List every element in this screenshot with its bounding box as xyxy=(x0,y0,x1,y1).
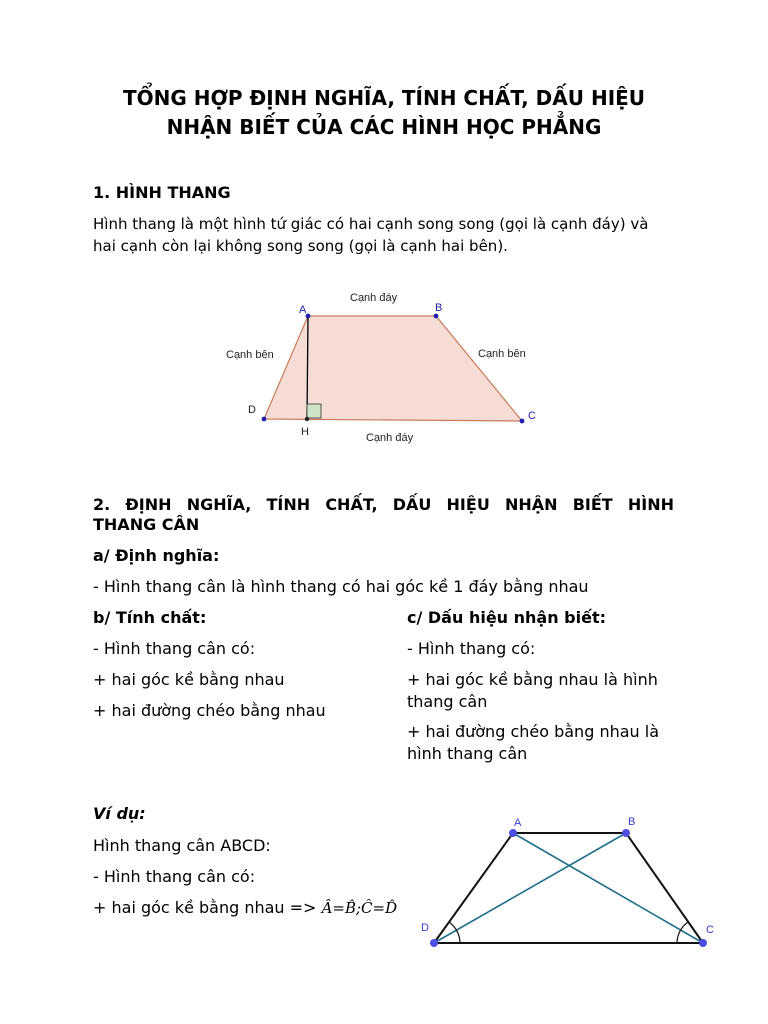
section1-para-line2: hai cạnh còn lại không song song (gọi là cạnh hai bên). xyxy=(93,237,508,255)
properties-title: b/ Tính chất: xyxy=(93,608,207,627)
properties-item-3: + hai đường chéo bằng nhau xyxy=(93,701,326,720)
section1-heading: 1. HÌNH THANG xyxy=(93,183,231,202)
label-D2: D xyxy=(421,922,429,934)
signs-intro: - Hình thang có: xyxy=(407,639,536,658)
page-title-line1: TỔNG HỢP ĐỊNH NGHĨA, TÍNH CHẤT, DẤU HIỆU xyxy=(122,86,646,110)
example-line2: - Hình thang cân có: xyxy=(93,867,256,886)
label-C2: C xyxy=(706,924,714,936)
example-line3-text: + hai góc kề bằng nhau => xyxy=(93,898,317,917)
label-top-base: Cạnh đáy xyxy=(350,292,398,304)
angle-arc-D xyxy=(449,922,460,943)
properties-item-2: + hai góc kề bằng nhau xyxy=(93,670,285,689)
diagonal-AC xyxy=(513,833,703,943)
label-D: D xyxy=(248,404,256,416)
label-B2: B xyxy=(628,816,636,828)
point-D2 xyxy=(430,939,438,947)
definition-text: - Hình thang cân là hình thang có hai góc kề 1 đáy bằng nhau xyxy=(93,577,589,596)
definition-title: a/ Định nghĩa: xyxy=(93,546,220,565)
label-A: A xyxy=(299,304,307,316)
section2-heading-line2: THANG CÂN xyxy=(93,515,200,534)
signs-title: c/ Dấu hiệu nhận biết: xyxy=(407,608,606,627)
point-A2 xyxy=(509,829,517,837)
label-left-side: Cạnh bên xyxy=(226,349,274,361)
label-right-side: Cạnh bên xyxy=(478,348,526,360)
label-B: B xyxy=(435,302,443,314)
example-line1: Hình thang cân ABCD: xyxy=(93,836,271,855)
label-H: H xyxy=(301,426,309,438)
label-C: C xyxy=(528,410,536,422)
point-B2 xyxy=(622,829,630,837)
signs-item-1-line1: + hai góc kề bằng nhau là hình xyxy=(407,670,658,689)
signs-item-2-line2: hình thang cân xyxy=(407,744,528,763)
label-A2: A xyxy=(514,817,522,829)
diagonal-BD xyxy=(434,833,626,943)
page-title-line2: NHẬN BIẾT CỦA CÁC HÌNH HỌC PHẲNG xyxy=(166,115,602,139)
section1-para-line1: Hình thang là một hình tứ giác có hai cạnh song song (gọi là cạnh đáy) và xyxy=(93,215,649,233)
label-bottom-base: Cạnh đáy xyxy=(366,432,414,444)
edge-BC xyxy=(626,833,703,943)
point-C2 xyxy=(699,939,707,947)
signs-item-2-line1: + hai đường chéo bằng nhau là xyxy=(407,722,659,741)
example-title: Ví dụ: xyxy=(93,804,146,823)
properties-item-1: - Hình thang cân có: xyxy=(93,639,256,658)
angle-equality-formula: Â=B̂;Ĉ=D̂ xyxy=(321,899,398,917)
edge-DA xyxy=(434,833,513,943)
section2-heading-line1: 2. ĐỊNH NGHĨA, TÍNH CHẤT, DẤU HIỆU NHẬN BIẾT HÌNH xyxy=(93,495,674,514)
signs-item-1-line2: thang cân xyxy=(407,692,488,711)
